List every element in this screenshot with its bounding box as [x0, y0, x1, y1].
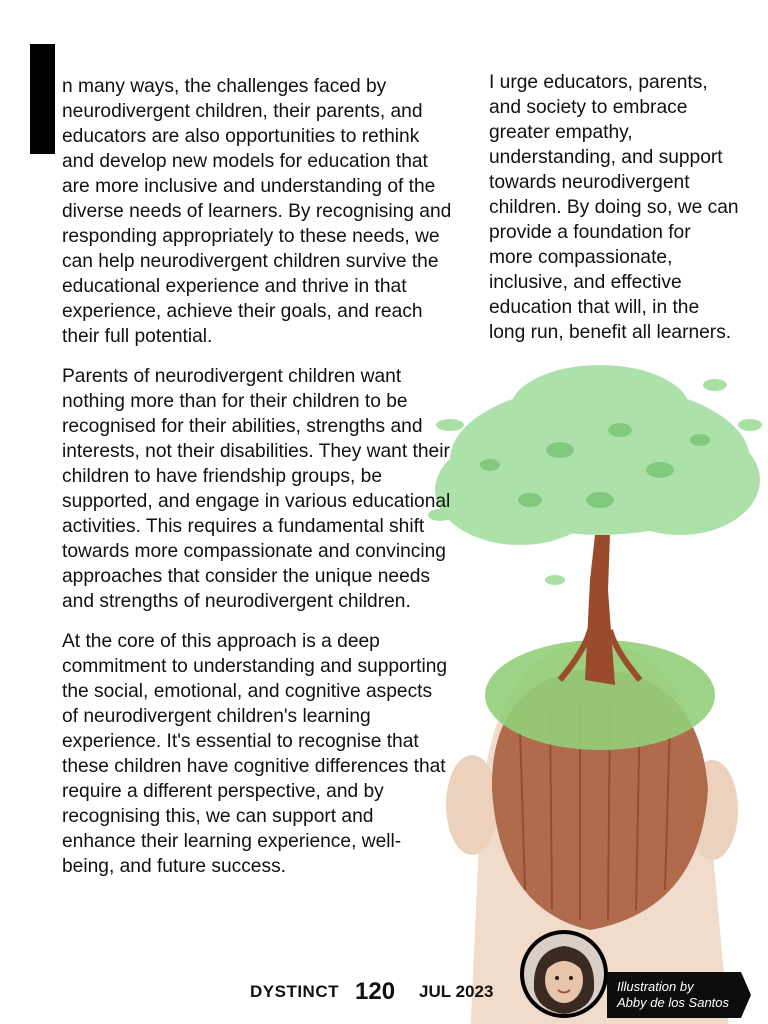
paragraph-core-approach: At the core of this approach is a deep commitment to understanding and supporting the social, emotional, and cognitive aspects of neurodivergent children's learning experience. It's essential to recognise that these children have cognitive differences that require a different perspective, and by recognising this, we can support and enhance their learning experience, well-being, and future success.	[62, 631, 448, 877]
page-number: 120	[355, 978, 396, 1005]
illustrator-avatar	[520, 930, 608, 1018]
portrait-icon	[520, 930, 608, 1018]
credit-line-2: Abby de los Santos	[617, 995, 730, 1010]
left-column	[62, 74, 452, 894]
drop-cap-bar	[30, 44, 55, 154]
page-footer	[250, 978, 493, 1006]
magazine-name: DYSTINCT	[250, 982, 339, 1001]
paragraph-opening: n many ways, the challenges faced by neurodivergent children, their parents, and educators are also opportunities to rethink and develop new models for education that are more inclusive and understanding of the diverse needs of learners. By recognising and responding appropriately to these needs, we can help neurodivergent children survive the educational experience and thrive in that experience, achieve their goals, and reach their full potential.	[62, 76, 452, 347]
tree-head-illustration	[410, 350, 768, 1024]
paragraph-parents: Parents of neurodivergent children want nothing more than for their children to be recognised for their abilities, strengths and interests, not their disabilities. They want their children to have friendship groups, be supported, and engage in various educational activities. This requires a fundamental shift towards more compassionate and convincing approaches that consider the unique needs and strengths of neurodivergent children.	[62, 366, 451, 612]
paragraph-call-to-action: I urge educators, parents, and society to embrace greater empathy, understanding, and support towards neurodivergent children. By doing so, we can provide a foundation for more compassionate, inclusive, and effective education that will, in the long run, benefit all learners.	[489, 72, 739, 343]
credit-line-1: Illustration by	[617, 979, 694, 994]
issue-date: JUL 2023	[419, 982, 494, 1001]
illustration-credit	[607, 972, 751, 1018]
right-column	[489, 70, 739, 360]
